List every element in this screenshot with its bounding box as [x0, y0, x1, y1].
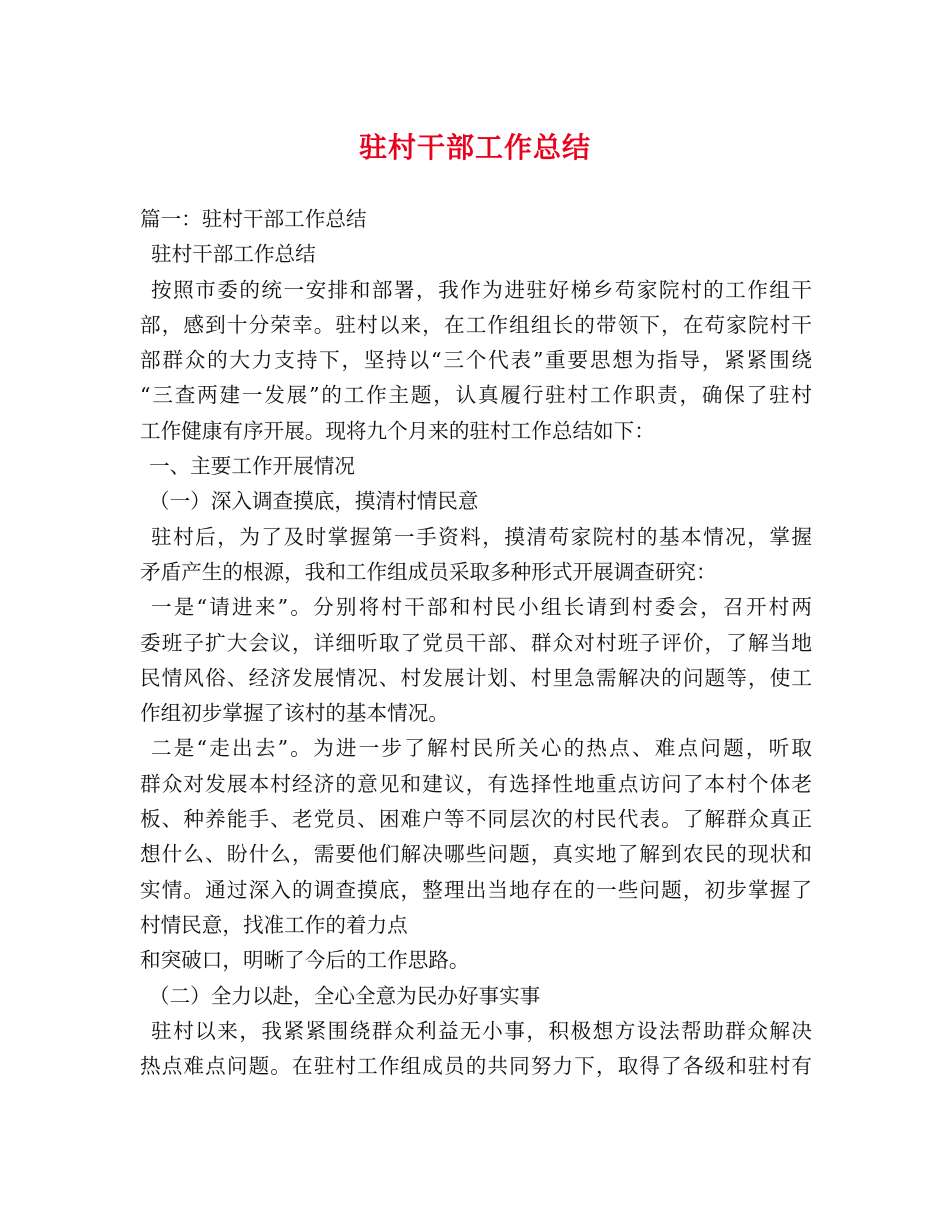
paragraph-line: 民情风俗、经济发展情况、村发展计划、村里急需解决的问题等，使工	[140, 665, 812, 690]
paragraph-line: 和突破口，明晰了今后的工作思路。	[140, 948, 470, 973]
paragraph-line: 委班子扩大会议，详细听取了党员干部、群众对村班子评价，了解当地	[140, 630, 812, 655]
document-body	[140, 202, 812, 1084]
paragraph-line: 实情。通过深入的调查摸底，整理出当地存在的一些问题，初步掌握了	[140, 877, 812, 902]
paragraph-line: 想什么、盼什么，需要他们解决哪些问题，真实地了解到农民的现状和	[140, 842, 812, 867]
section-heading: 篇一：驻村干部工作总结	[140, 207, 367, 231]
document-title: 驻村干部工作总结	[358, 131, 591, 164]
paragraph-line: 驻村后，为了及时掌握第一手资料，摸清苟家院村的基本情况，掌握	[151, 524, 812, 549]
section-heading: 一、主要工作开展情况	[149, 454, 355, 479]
paragraph-line: 村情民意，找准工作的着力点	[140, 912, 408, 937]
paragraph-line: 二是“走出去”。为进一步了解村民所关心的热点、难点问题，听取	[151, 736, 812, 761]
paragraph-line: 按照市委的统一安排和部署，我作为进驻好梯乡苟家院村的工作组干	[151, 277, 812, 302]
paragraph-line: 作组初步掌握了该村的基本情况。	[140, 701, 449, 726]
subsection-heading: （一）深入调查摸底，摸清村情民意	[149, 489, 479, 514]
paragraph-line: “三查两建一发展”的工作主题，认真履行驻村工作职责，确保了驻村	[140, 383, 812, 408]
paragraph-line: 一是“请进来”。分别将村干部和村民小组长请到村委会，召开村两	[151, 595, 812, 620]
subsection-heading: （二）全力以赴，全心全意为民办好事实事	[149, 983, 541, 1008]
subtitle-line: 驻村干部工作总结	[151, 242, 316, 267]
paragraph-line: 群众对发展本村经济的意见和建议，有选择性地重点访问了本村个体老	[140, 771, 812, 796]
paragraph-line: 热点难点问题。在驻村工作组成员的共同努力下，取得了各级和驻村有	[140, 1054, 812, 1079]
paragraph-line: 驻村以来，我紧紧围绕群众利益无小事，积极想方设法帮助群众解决	[151, 1018, 812, 1043]
paragraph-line: 板、种养能手、老党员、困难户等不同层次的村民代表。了解群众真正	[140, 807, 812, 832]
paragraph-line: 矛盾产生的根源，我和工作组成员采取多种形式开展调查研究：	[140, 559, 717, 584]
paragraph-line: 部群众的大力支持下，坚持以“三个代表”重要思想为指导，紧紧围绕	[140, 348, 812, 373]
paragraph-line: 部，感到十分荣幸。驻村以来，在工作组组长的带领下，在苟家院村干	[140, 312, 812, 337]
paragraph-line: 工作健康有序开展。现将九个月来的驻村工作总结如下：	[140, 418, 655, 443]
